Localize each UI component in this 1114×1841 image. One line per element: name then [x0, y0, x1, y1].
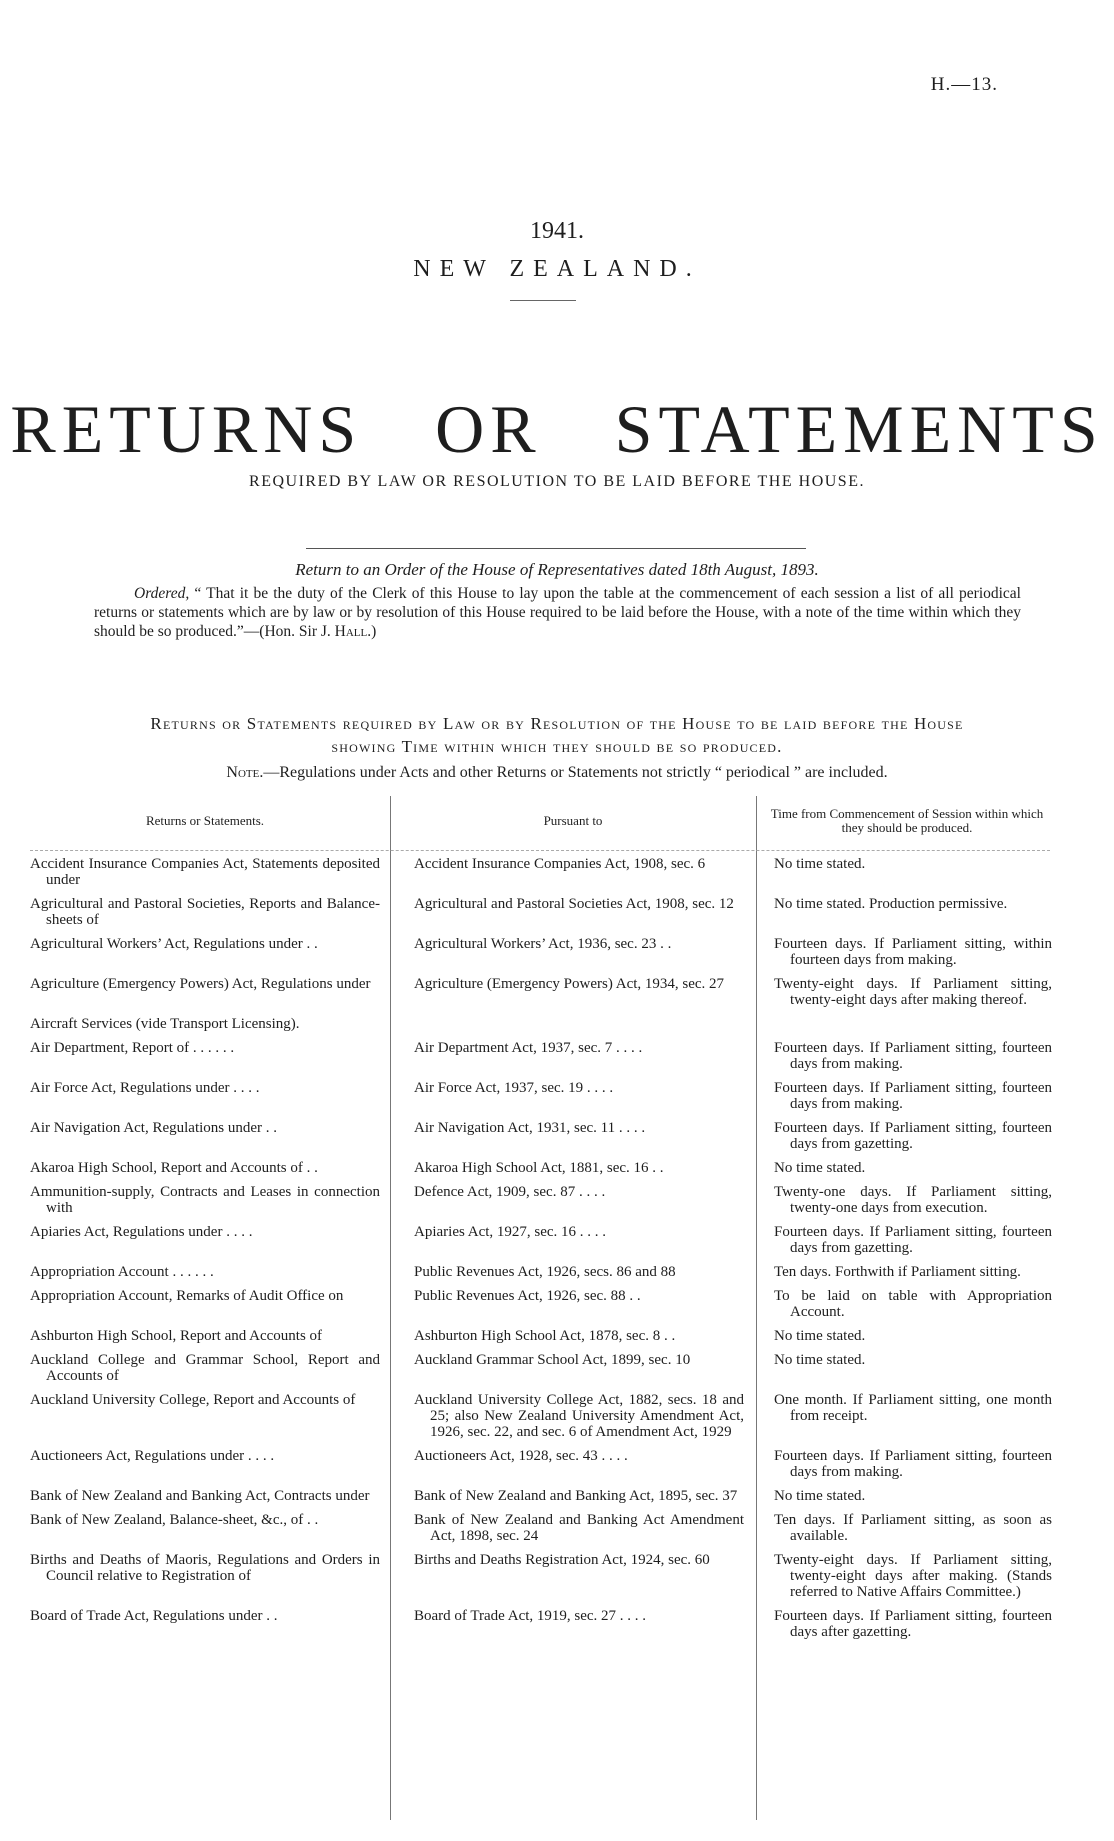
- pursuant-cell-text: Board of Trade Act, 1919, sec. 27 . . . .: [414, 1608, 647, 1624]
- returns-cell-text: Appropriation Account, Remarks of Audit Office on: [30, 1288, 344, 1304]
- pursuant-cell-text: Public Revenues Act, 1926, secs. 86 and 88: [414, 1264, 676, 1280]
- returns-cell-text: Air Force Act, Regulations under . . . .: [30, 1080, 260, 1096]
- pursuant-cell: [390, 976, 756, 1008]
- time-cell: [756, 856, 1058, 888]
- table-row: [20, 1512, 1058, 1544]
- time-cell-text: No time stated.: [774, 1160, 866, 1176]
- pursuant-cell: [390, 1488, 756, 1504]
- pursuant-cell: [390, 1080, 756, 1112]
- table-row: [20, 1264, 1058, 1280]
- pursuant-cell-text: Agricultural and Pastoral Societies Act, 1908, sec. 12: [414, 896, 734, 912]
- time-cell-text: Fourteen days. If Parliament sitting, fourteen days from making.: [774, 1040, 1052, 1072]
- returns-cell: [20, 1512, 390, 1544]
- table-row: [20, 1288, 1058, 1320]
- time-cell: [756, 936, 1058, 968]
- time-cell: [756, 1512, 1058, 1544]
- order-text: “ That it be the duty of the Clerk of this House to lay upon the table at the commencement of each session a list of all periodical returns or statements which are by law or by resolution of this House required to be laid before the House, with a note of the time within which they should be so produced.”—(Hon. Sir J.: [94, 585, 1021, 640]
- returns-cell-text: Accident Insurance Companies Act, Statements deposited under: [30, 856, 380, 888]
- pursuant-cell-text: Air Department Act, 1937, sec. 7 . . . .: [414, 1040, 643, 1056]
- pursuant-cell: [390, 1328, 756, 1344]
- divider-rule: [306, 548, 806, 549]
- returns-cell-text: Bank of New Zealand, Balance-sheet, &c., of . .: [30, 1512, 319, 1528]
- pursuant-cell-text: Air Navigation Act, 1931, sec. 11 . . . .: [414, 1120, 646, 1136]
- pursuant-cell-text: Akaroa High School Act, 1881, sec. 16 . .: [414, 1160, 664, 1176]
- returns-cell: [20, 1328, 390, 1344]
- returns-cell-text: Aircraft Services (vide Transport Licensing).: [30, 1016, 300, 1032]
- time-cell: [756, 1224, 1058, 1256]
- time-cell: [756, 1016, 1058, 1032]
- order-author: Hall.: [334, 623, 372, 640]
- pursuant-cell: [390, 1224, 756, 1256]
- returns-cell: [20, 896, 390, 928]
- order-heading: Return to an Order of the House of Representatives dated 18th August, 1893.: [295, 560, 819, 579]
- time-cell-text: No time stated.: [774, 1488, 866, 1504]
- returns-cell: [20, 1184, 390, 1216]
- returns-cell-text: Births and Deaths of Maoris, Regulations and Orders in Council relative to Registration of: [30, 1552, 380, 1584]
- table-row: [20, 1120, 1058, 1152]
- pursuant-cell-text: Auckland Grammar School Act, 1899, sec. 10: [414, 1352, 691, 1368]
- returns-cell: [20, 1080, 390, 1112]
- time-cell-text: Fourteen days. If Parliament sitting, fourteen days from making.: [774, 1448, 1052, 1480]
- pursuant-cell: [390, 1608, 756, 1640]
- pursuant-cell-text: Bank of New Zealand and Banking Act Amendment Act, 1898, sec. 24: [414, 1512, 744, 1544]
- table-row: [20, 1328, 1058, 1344]
- returns-cell-text: Board of Trade Act, Regulations under . .: [30, 1608, 278, 1624]
- time-cell-text: Twenty-eight days. If Parliament sitting, twenty-eight days after making thereof.: [774, 976, 1052, 1008]
- pursuant-cell-text: Apiaries Act, 1927, sec. 16 . . . .: [414, 1224, 607, 1240]
- returns-cell: [20, 1288, 390, 1320]
- returns-cell-text: Agriculture (Emergency Powers) Act, Regulations under: [30, 976, 371, 992]
- time-cell-text: Fourteen days. If Parliament sitting, fourteen days from gazetting.: [774, 1224, 1052, 1256]
- returns-cell-text: Auckland University College, Report and Accounts of: [30, 1392, 356, 1408]
- section-heading-line1: Returns or Statements required by Law or by Resolution of the House to be laid before the House: [150, 714, 964, 733]
- pursuant-cell: [390, 1016, 756, 1032]
- returns-cell-text: Akaroa High School, Report and Accounts of . .: [30, 1160, 318, 1176]
- time-cell: [756, 1184, 1058, 1216]
- time-cell-text: To be laid on table with Appropriation Account.: [774, 1288, 1052, 1320]
- returns-cell: [20, 1016, 390, 1032]
- header-divider: [30, 850, 1050, 851]
- returns-cell-text: Auckland College and Grammar School, Report and Accounts of: [30, 1352, 380, 1384]
- pursuant-cell-text: Bank of New Zealand and Banking Act, 1895, sec. 37: [414, 1488, 738, 1504]
- table-row: [20, 1488, 1058, 1504]
- pursuant-cell-text: Air Force Act, 1937, sec. 19 . . . .: [414, 1080, 614, 1096]
- returns-cell: [20, 1040, 390, 1072]
- time-cell: [756, 1328, 1058, 1344]
- time-cell-text: Fourteen days. If Parliament sitting, fourteen days from gazetting.: [774, 1120, 1052, 1152]
- table-row: [20, 1352, 1058, 1384]
- time-cell: [756, 1040, 1058, 1072]
- document-country: NEW ZEALAND.: [413, 256, 701, 282]
- returns-cell: [20, 1552, 390, 1600]
- time-cell: [756, 1488, 1058, 1504]
- document-subtitle: REQUIRED BY LAW OR RESOLUTION TO BE LAID BEFORE THE HOUSE.: [249, 473, 865, 490]
- returns-cell-text: Air Navigation Act, Regulations under . .: [30, 1120, 278, 1136]
- note-text: —Regulations under Acts and other Returns or Statements not strictly “ periodical ” are included.: [263, 764, 888, 781]
- pursuant-cell-text: Accident Insurance Companies Act, 1908, sec. 6: [414, 856, 706, 872]
- section-heading: [20, 712, 1094, 758]
- returns-table: [20, 796, 1058, 1820]
- time-cell: [756, 1288, 1058, 1320]
- table-body: [20, 856, 1058, 1648]
- returns-cell: [20, 1120, 390, 1152]
- table-row: [20, 1016, 1058, 1032]
- returns-cell: [20, 1488, 390, 1504]
- returns-cell-text: Ammunition-supply, Contracts and Leases in connection with: [30, 1184, 380, 1216]
- returns-cell-text: Auctioneers Act, Regulations under . . . .: [30, 1448, 275, 1464]
- returns-cell: [20, 1264, 390, 1280]
- time-cell-text: No time stated.: [774, 856, 866, 872]
- returns-cell-text: Air Department, Report of . . . . . .: [30, 1040, 235, 1056]
- table-row: [20, 896, 1058, 928]
- pursuant-cell: [390, 856, 756, 888]
- pursuant-cell-text: Auctioneers Act, 1928, sec. 43 . . . .: [414, 1448, 628, 1464]
- pursuant-cell-text: Auckland University College Act, 1882, secs. 18 and 25; also New Zealand University Amendment Act, 1926, sec. 22, and sec. 6 of Amendment Act, 1929: [414, 1392, 744, 1440]
- returns-cell: [20, 856, 390, 888]
- document-year: 1941.: [530, 218, 584, 244]
- pursuant-cell: [390, 1448, 756, 1480]
- pursuant-cell-text: Agricultural Workers’ Act, 1936, sec. 23 . .: [414, 936, 672, 952]
- table-row: [20, 936, 1058, 968]
- time-cell: [756, 1080, 1058, 1112]
- time-cell-text: Twenty-one days. If Parliament sitting, twenty-one days from execution.: [774, 1184, 1052, 1216]
- time-cell: [756, 1160, 1058, 1176]
- time-cell: [756, 1352, 1058, 1384]
- pursuant-cell: [390, 936, 756, 968]
- time-cell: [756, 896, 1058, 928]
- table-row: [20, 1392, 1058, 1440]
- time-cell-text: No time stated.: [774, 1328, 866, 1344]
- pursuant-cell: [390, 1184, 756, 1216]
- returns-cell-text: Ashburton High School, Report and Accounts of: [30, 1328, 323, 1344]
- time-cell-text: Fourteen days. If Parliament sitting, fourteen days after gazetting.: [774, 1608, 1052, 1640]
- order-paragraph: Ordered, “ That it be the duty of the Clerk of this House to lay upon the table at the commencement of each session a list of all periodical returns or statements which are by law or by resolution of this House required to be laid before the House, with a note of the time within which they should be so produced.”—(Hon. Sir J. Hall.): [94, 585, 1021, 640]
- returns-cell: [20, 976, 390, 1008]
- table-row: [20, 1224, 1058, 1256]
- returns-cell-text: Agricultural and Pastoral Societies, Reports and Balance-sheets of: [30, 896, 380, 928]
- time-cell-text: Twenty-eight days. If Parliament sitting, twenty-eight days after making. (Stands referred to Native Affairs Committee.): [774, 1552, 1052, 1600]
- column-header-returns: Returns or Statements.: [145, 813, 265, 828]
- pursuant-cell: [390, 1512, 756, 1544]
- time-cell-text: Ten days. Forthwith if Parliament sitting.: [774, 1264, 1021, 1280]
- ornament-rule: [510, 300, 576, 301]
- table-row: [20, 1040, 1058, 1072]
- section-note: [0, 764, 1114, 782]
- table-row: [20, 1080, 1058, 1112]
- returns-cell-text: Apiaries Act, Regulations under . . . .: [30, 1224, 253, 1240]
- pursuant-cell: [390, 1288, 756, 1320]
- returns-cell-text: Bank of New Zealand and Banking Act, Contracts under: [30, 1488, 370, 1504]
- time-cell-text: No time stated. Production permissive.: [774, 896, 1008, 912]
- pursuant-cell: [390, 896, 756, 928]
- table-row: [20, 1448, 1058, 1480]
- section-heading-line2: showing Time within which they should be so produced.: [331, 737, 783, 756]
- pursuant-cell: [390, 1120, 756, 1152]
- time-cell-text: No time stated.: [774, 1352, 866, 1368]
- time-cell: [756, 1264, 1058, 1280]
- returns-cell: [20, 1224, 390, 1256]
- table-row: [20, 1552, 1058, 1600]
- time-cell-text: Fourteen days. If Parliament sitting, fourteen days from making.: [774, 1080, 1052, 1112]
- time-cell: [756, 1120, 1058, 1152]
- returns-cell-text: Appropriation Account . . . . . .: [30, 1264, 214, 1280]
- returns-cell: [20, 1352, 390, 1384]
- pursuant-cell: [390, 1552, 756, 1600]
- time-cell: [756, 1608, 1058, 1640]
- returns-cell: [20, 1608, 390, 1640]
- column-header-pursuant: Pursuant to: [543, 813, 603, 828]
- time-cell-text: Ten days. If Parliament sitting, as soon as available.: [774, 1512, 1052, 1544]
- time-cell: [756, 976, 1058, 1008]
- column-header-time: Time from Commencement of Session within which they should be produced.: [770, 806, 1044, 835]
- document-title: RETURNS OR STATEMENTS: [10, 391, 1104, 467]
- returns-cell: [20, 1392, 390, 1440]
- table-row: [20, 1608, 1058, 1640]
- table-row: [20, 1184, 1058, 1216]
- returns-cell: [20, 1448, 390, 1480]
- order-lead: Ordered,: [134, 585, 190, 602]
- pursuant-cell: [390, 1040, 756, 1072]
- table-row: [20, 1160, 1058, 1176]
- time-cell: [756, 1448, 1058, 1480]
- pursuant-cell-text: Agriculture (Emergency Powers) Act, 1934, sec. 27: [414, 976, 725, 992]
- table-row: [20, 856, 1058, 888]
- pursuant-cell-text: Births and Deaths Registration Act, 1924, sec. 60: [414, 1552, 710, 1568]
- document-reference: H.—13.: [930, 74, 998, 95]
- pursuant-cell-text: Public Revenues Act, 1926, sec. 88 . .: [414, 1288, 641, 1304]
- pursuant-cell: [390, 1264, 756, 1280]
- returns-cell: [20, 936, 390, 968]
- returns-cell-text: Agricultural Workers’ Act, Regulations under . .: [30, 936, 318, 952]
- time-cell: [756, 1392, 1058, 1440]
- table-row: [20, 976, 1058, 1008]
- pursuant-cell: [390, 1352, 756, 1384]
- pursuant-cell-text: Ashburton High School Act, 1878, sec. 8 . .: [414, 1328, 676, 1344]
- time-cell-text: Fourteen days. If Parliament sitting, within fourteen days from making.: [774, 936, 1052, 968]
- pursuant-cell: [390, 1392, 756, 1440]
- pursuant-cell: [390, 1160, 756, 1176]
- note-label: Note.: [226, 764, 264, 781]
- time-cell-text: One month. If Parliament sitting, one month from receipt.: [774, 1392, 1052, 1424]
- pursuant-cell-text: Defence Act, 1909, sec. 87 . . . .: [414, 1184, 606, 1200]
- returns-cell: [20, 1160, 390, 1176]
- time-cell: [756, 1552, 1058, 1600]
